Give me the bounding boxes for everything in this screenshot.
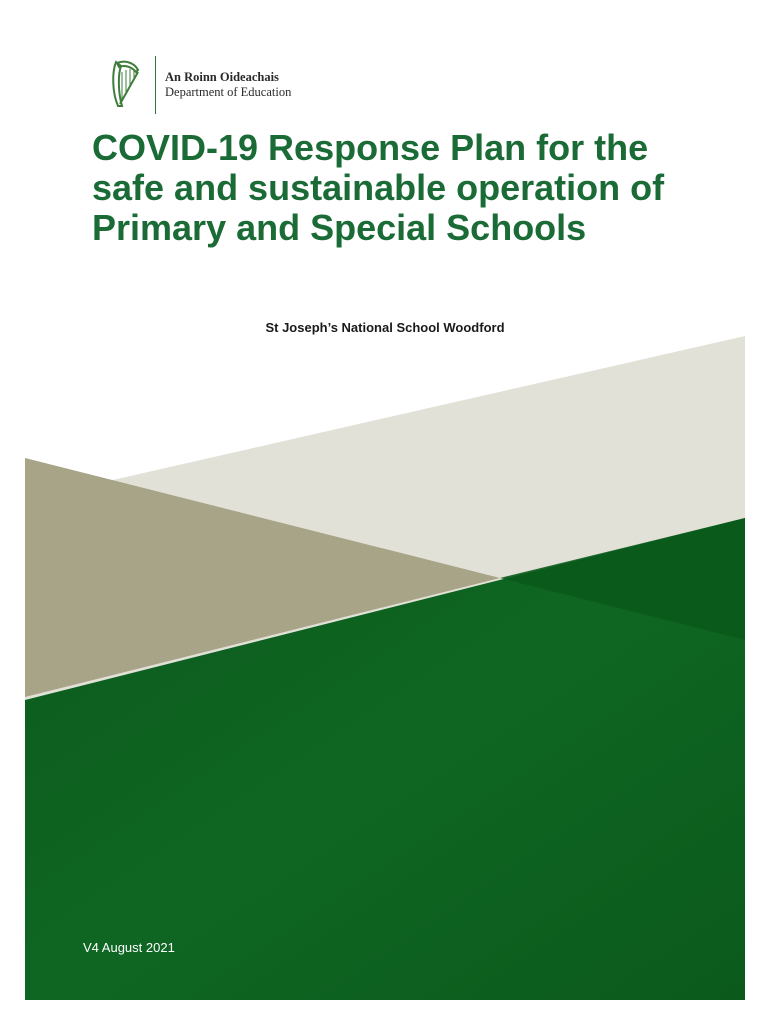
logo-text [165, 70, 291, 100]
version-date: V4 August 2021 [83, 940, 175, 955]
department-name-english: Department of Education [165, 85, 292, 99]
department-name-irish: An Roinn Oideachais [165, 70, 279, 84]
logo-divider [155, 56, 156, 114]
document-title: COVID-19 Response Plan for the safe and sustainable operation of Primary and Special Schools [92, 127, 665, 248]
harp-icon [108, 58, 142, 110]
school-name: St Joseph’s National School Woodford [265, 320, 505, 335]
